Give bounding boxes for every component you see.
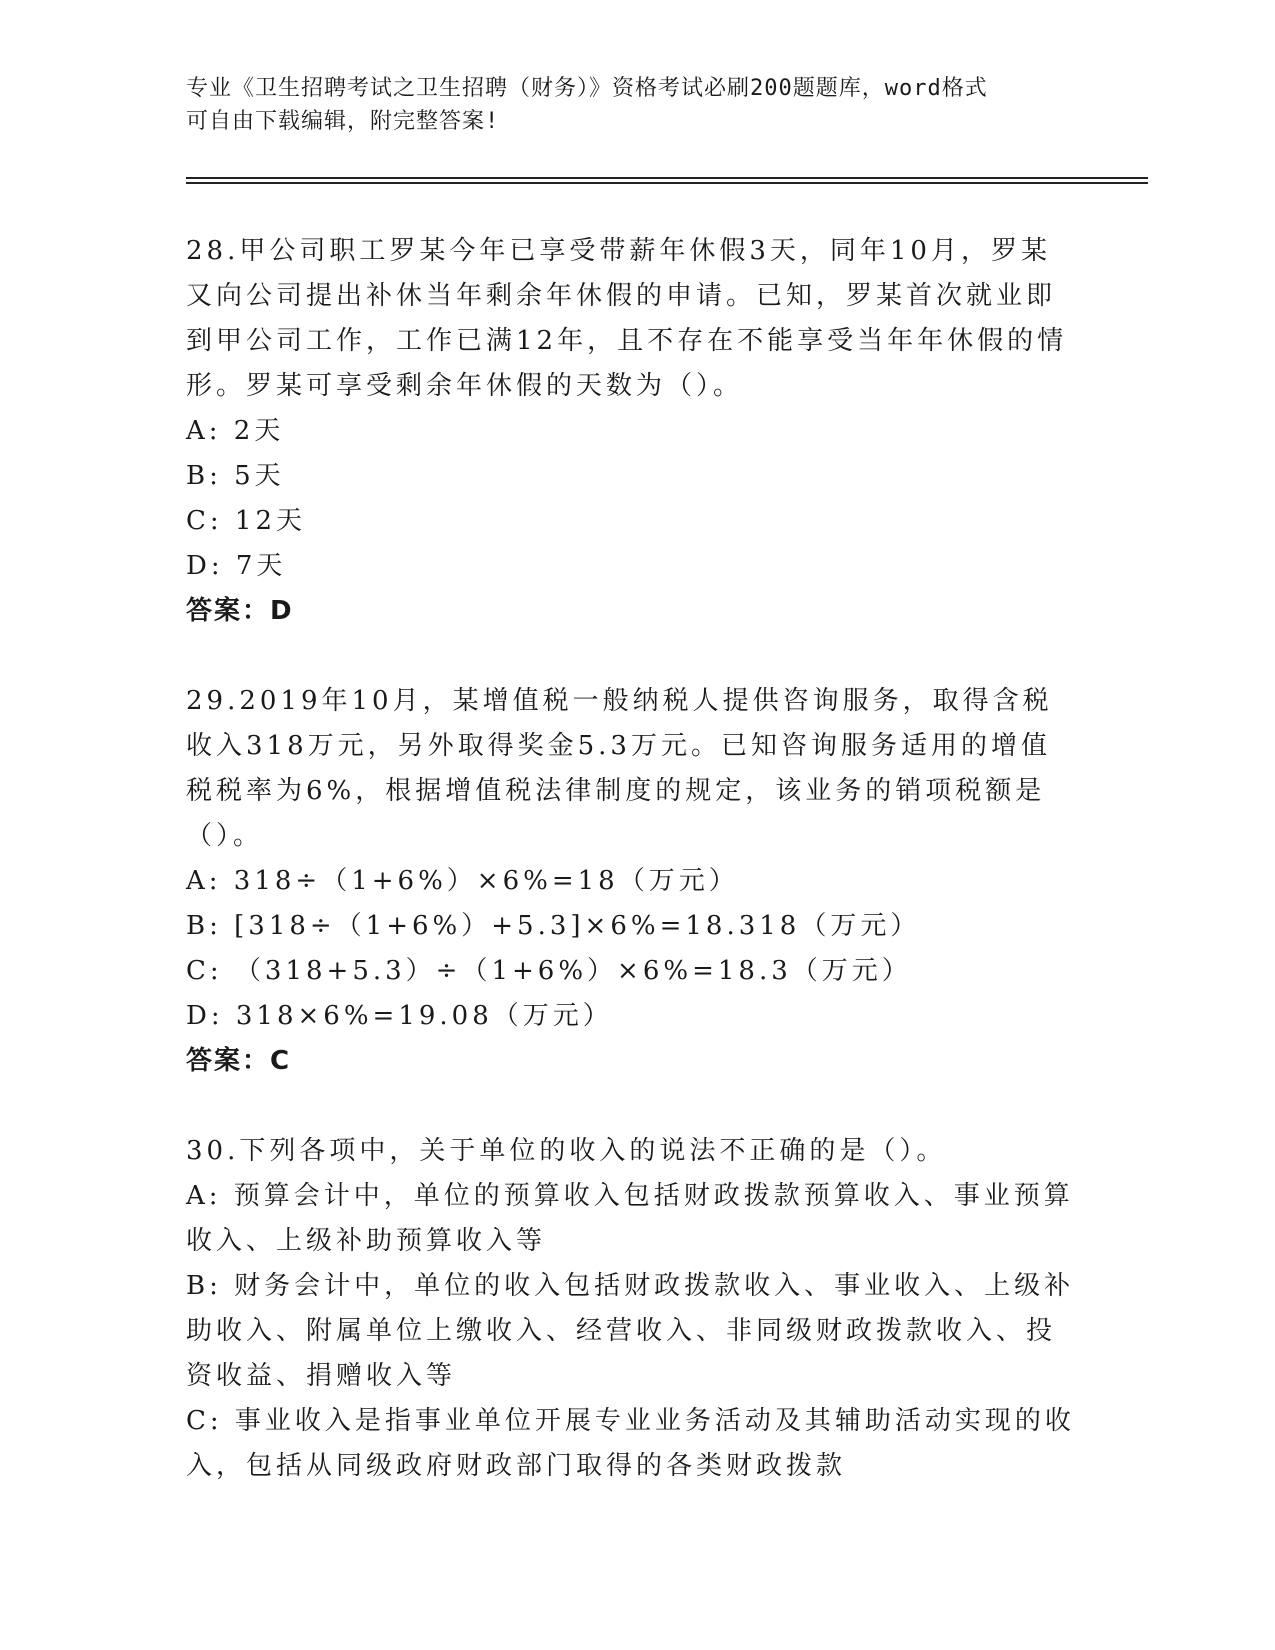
document-header [186, 72, 1086, 138]
question-stem: 28.甲公司职工罗某今年已享受带薪年休假3天，同年10月，罗某又向公司提出补休当年剩余年休假的申请。已知，罗某首次就业即到甲公司工作，工作已满12年，且不存在不能享受当年年休假的情形。罗某可享受剩余年休假的天数为（）。 [186, 236, 1068, 401]
option-b: B: [318÷（1+6%）+5.3]×6%=18.318（万元） [186, 911, 921, 941]
question-list [186, 229, 1076, 1534]
option-d: D: 318×6%=19.08（万元） [186, 1001, 613, 1031]
answer-label: 答案：D [186, 596, 294, 626]
option-d: D: 7天 [186, 551, 287, 581]
question-stem: 30.下列各项中，关于单位的收入的说法不正确的是（）。 [186, 1136, 947, 1166]
answer-label: 答案：C [186, 1046, 292, 1076]
question-stem: 29.2019年10月，某增值税一般纳税人提供咨询服务，取得含税收入318万元，另外取得奖金5.3万元。已知咨询服务适用的增值税税率为6%，根据增值税法律制度的规定，该业务的销项税额是（）。 [186, 686, 1053, 851]
option-b: B: 财务会计中，单位的收入包括财政拨款收入、事业收入、上级补助收入、附属单位上缴收入、经营收入、非同级财政拨款收入、投资收益、捐赠收入等 [186, 1271, 1075, 1391]
option-b: B: 5天 [186, 461, 285, 491]
question-30 [186, 1129, 1076, 1489]
option-a: A: 预算会计中，单位的预算收入包括财政拨款预算收入、事业预算收入、上级补助预算收入等 [186, 1181, 1074, 1256]
header-line-1: 专业《卫生招聘考试之卫生招聘（财务）》资格考试必刷200题题库，word格式 [186, 76, 988, 101]
option-c: C: 事业收入是指事业单位开展专业业务活动及其辅助活动实现的收入，包括从同级政府财政部门取得的各类财政拨款 [186, 1406, 1075, 1481]
option-c: C: （318+5.3）÷（1+6%）×6%=18.3（万元） [186, 956, 912, 986]
question-28 [186, 229, 1076, 634]
option-a: A: 2天 [186, 416, 285, 446]
header-divider-bottom [186, 182, 1148, 184]
header-line-2: 可自由下载编辑，附完整答案! [186, 109, 500, 134]
option-c: C: 12天 [186, 506, 307, 536]
question-29 [186, 679, 1076, 1084]
option-a: A: 318÷（1+6%）×6%=18（万元） [186, 866, 739, 896]
header-divider-top [186, 177, 1148, 179]
